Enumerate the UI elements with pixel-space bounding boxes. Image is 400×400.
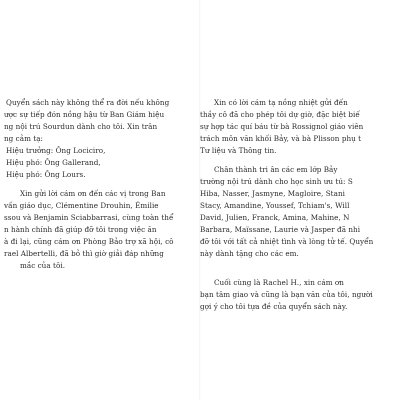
right-page [200,0,400,400]
staff-list-item: Hiệu phó: Ông Lours. [6,170,86,179]
right-para2-line: Barbara, Maïssane, Laurie và Jasper đã nhi [200,225,361,234]
right-para3-line: Cuối cùng là Rachel H., xin cám ơn [214,278,344,287]
left-para2-line: mắc của tôi. [20,261,66,270]
right-para2-line: David, Julien, Franck, Amina, Mahine, N [200,213,350,222]
right-para2-line: Chân thành tri ân các em lớp Bảy [214,165,338,174]
left-para2-line: Xin gửi lời cám ơn đến các vị trong Ban [20,189,166,198]
right-para2-line: đỡ tôi với tất cả nhiệt tình và lòng tử tế. Quyển [200,237,374,246]
right-para2-line: trường nội trú dành cho học sinh ưu tú: S [200,177,353,186]
staff-list-item: Hiệu trưởng: Ông Lociciro, [6,146,106,155]
left-para2-line: vấn giáo dục, Clémentine Drouhin, Émilie [4,201,159,210]
right-para3-line: bạn tâm giao và cũng là bạn văn của tôi, người [200,290,373,299]
right-para1-line: thầy cô đã cho phép tôi dự giờ, đặc biệt biế [200,110,360,119]
left-para2-line: ssou và Benjamin Sciabbarrasi, cùng toàn thể [4,213,174,222]
left-para1-line: Quyển sách này không thể ra đời nếu không [6,98,170,107]
staff-list-item: Hiệu phó: Ông Gallerand, [6,158,101,167]
left-para1-line: ng cảm tạ: [4,134,44,143]
right-para2-line: Hiba, Nasser, Jasmyne, Magloire, Stani [200,189,345,198]
right-para1-line: sự hợp tác quí báu từ bà Rossignol giáo viên [200,122,364,131]
right-para1-line: trách môn văn khối Bảy, và bà Plisson phụ t [200,134,362,143]
right-para3-line: gợi ý cho tôi tựa đề của quyển sách này. [200,302,348,311]
left-para2-line: rael Albertelli, đã bỏ thì giờ giải đáp những [4,249,164,258]
left-para2-line: à đi lại, cũng cám ơn Phòng Bảo trợ xã hội, cô [4,237,174,246]
left-para1-line: ược sự tiếp đón nồng hậu từ Ban Giám hiệu [4,110,165,119]
left-para1-line: ng nội trú Sourdun dành cho tôi. Xin trân [4,122,158,131]
right-para1-line: Xin có lời cám tạ nồng nhiệt gửi đến [214,98,348,107]
right-para1-line: Tư liệu và Thông tin. [200,146,277,155]
left-para2-line: n hành chính đã giúp đỡ tôi trong việc ăn [4,225,157,234]
right-para2-line: Stacy, Amandine, Youssef, Tchiam's, Will [200,201,350,210]
right-para2-line: này dành tặng cho các em. [200,249,299,258]
